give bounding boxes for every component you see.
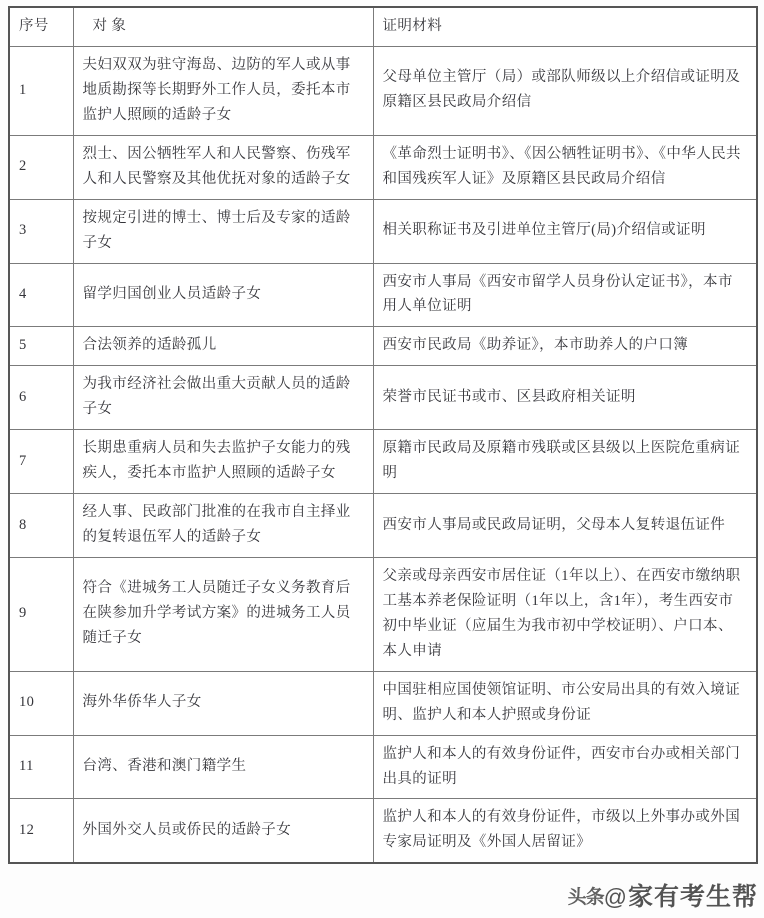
cell-proof-materials: 荣誉市民证书或市、区县政府相关证明 [373,366,757,430]
cell-sequence-number: 6 [9,366,73,430]
cell-object: 烈士、因公牺牲军人和人民警察、伤残军人和人民警察及其他优抚对象的适龄子女 [73,135,373,199]
cell-sequence-number: 11 [9,735,73,799]
cell-sequence-number: 7 [9,430,73,494]
cell-sequence-number: 4 [9,263,73,327]
column-header-object: 对 象 [73,7,373,46]
cell-proof-materials: 相关职称证书及引进单位主管厅(局)介绍信或证明 [373,199,757,263]
column-header-sequence-number: 序号 [9,7,73,46]
cell-sequence-number: 3 [9,199,73,263]
table-row [9,263,757,327]
cell-object: 长期患重病人员和失去监护子女能力的残疾人，委托本市监护人照顾的适龄子女 [73,430,373,494]
watermark [568,885,758,910]
cell-object: 符合《进城务工人员随迁子女义务教育后在陕参加升学考试方案》的进城务工人员随迁子女 [73,557,373,671]
cell-object: 留学归国创业人员适龄子女 [73,263,373,327]
cell-object: 夫妇双双为驻守海岛、边防的军人或从事地质勘探等长期野外工作人员，委托本市监护人照顾的适龄子女 [73,46,373,135]
cell-proof-materials: 西安市人事局《西安市留学人员身份认定证书》，本市用人单位证明 [373,263,757,327]
cell-sequence-number: 1 [9,46,73,135]
cell-proof-materials: 西安市民政局《助养证》，本市助养人的户口簿 [373,327,757,366]
table-body [9,46,757,863]
cell-object: 海外华侨华人子女 [73,671,373,735]
cell-object: 为我市经济社会做出重大贡献人员的适龄子女 [73,366,373,430]
watermark-account-name: 家有考生帮 [627,883,758,911]
table-row [9,135,757,199]
table-row [9,735,757,799]
cell-object: 经人事、民政部门批准的在我市自主择业的复转退伍军人的适龄子女 [73,494,373,558]
table-row [9,671,757,735]
cell-sequence-number: 8 [9,494,73,558]
cell-sequence-number: 9 [9,557,73,671]
cell-proof-materials: 西安市人事局或民政局证明，父母本人复转退伍证件 [373,494,757,558]
cell-proof-materials: 监护人和本人的有效身份证件，市级以上外事办或外国专家局证明及《外国人居留证》 [373,799,757,863]
cell-proof-materials: 父母单位主管厅（局）或部队师级以上介绍信或证明及原籍区县民政局介绍信 [373,46,757,135]
column-header-proof-materials: 证明材料 [373,7,757,46]
certification-materials-table [8,6,758,864]
table-row [9,327,757,366]
cell-proof-materials: 父亲或母亲西安市居住证（1年以上）、在西安市缴纳职工基本养老保险证明（1年以上，含1年），考生西安市初中毕业证（应届生为我市初中学校证明）、户口本、本人申请 [373,557,757,671]
table-row [9,799,757,863]
cell-object: 按规定引进的博士、博士后及专家的适龄子女 [73,199,373,263]
table-row [9,366,757,430]
table-row [9,557,757,671]
cell-object: 合法领养的适龄孤儿 [73,327,373,366]
cell-sequence-number: 12 [9,799,73,863]
watermark-platform: 头条 [567,887,604,908]
cell-proof-materials: 中国驻相应国使领馆证明、市公安局出具的有效入境证明、监护人和本人护照或身份证 [373,671,757,735]
cell-sequence-number: 10 [9,671,73,735]
table-row [9,430,757,494]
cell-proof-materials: 《革命烈士证明书》、《因公牺牲证明书》、《中华人民共和国残疾军人证》及原籍区县民政局介绍信 [373,135,757,199]
table-row [9,46,757,135]
cell-object: 外国外交人员或侨民的适龄子女 [73,799,373,863]
watermark-at-symbol: @ [603,884,628,910]
cell-sequence-number: 5 [9,327,73,366]
cell-proof-materials: 原籍市民政局及原籍市残联或区县级以上医院危重病证明 [373,430,757,494]
cell-proof-materials: 监护人和本人的有效身份证件，西安市台办或相关部门出具的证明 [373,735,757,799]
table-header-row [9,7,757,46]
table-row [9,199,757,263]
cell-object: 台湾、香港和澳门籍学生 [73,735,373,799]
cell-sequence-number: 2 [9,135,73,199]
table-row [9,494,757,558]
